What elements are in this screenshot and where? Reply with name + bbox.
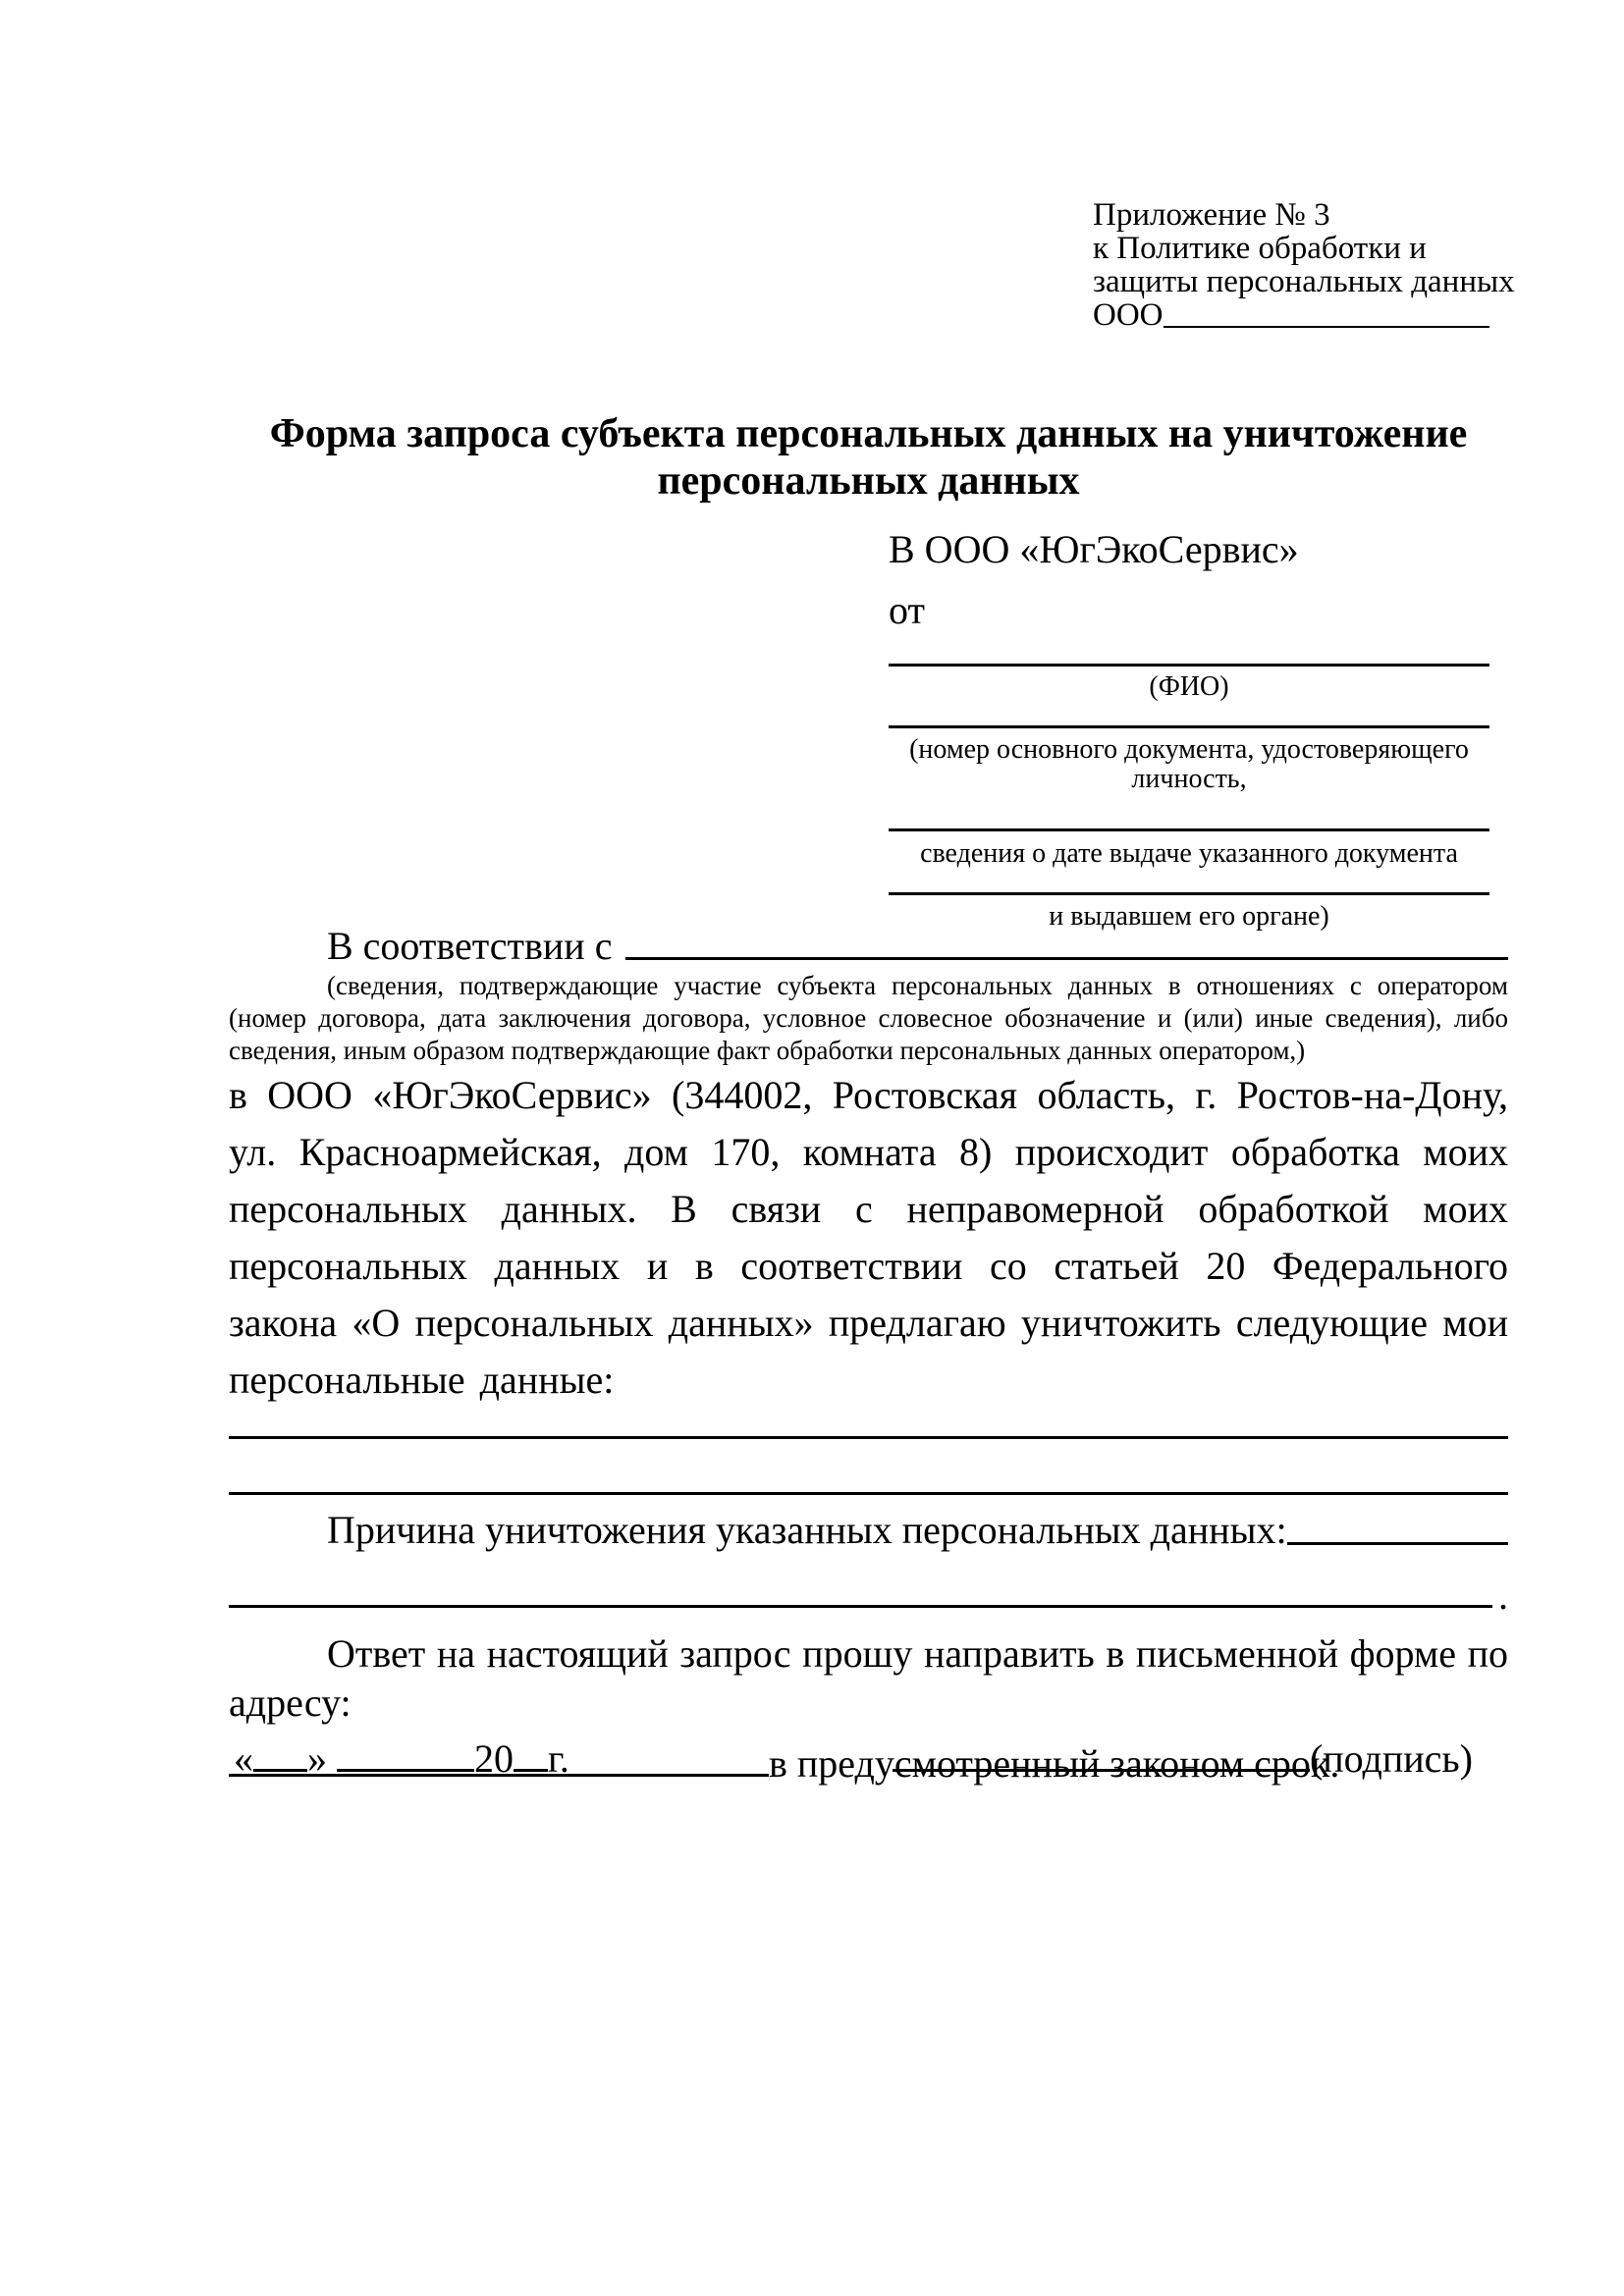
date-year-prefix: 20 <box>474 1736 514 1781</box>
fio-caption: (ФИО) <box>889 667 1489 728</box>
accordance-blank <box>625 925 1508 960</box>
date-close-quote: » <box>307 1736 327 1781</box>
main-column <box>229 925 1508 1789</box>
accordance-footnote: (сведения, подтверждающие участие субъекта персональных данных в отношениях с оператором (номер договора, дата заключения договора, условное словесное обозначение и (или) иные сведения), либо сведения, иным образом подтверждающие факт обработки персональных данных оператором,) <box>229 971 1508 1065</box>
annex-ooo-prefix: ООО <box>1093 297 1164 333</box>
reason-blank-line <box>229 1576 1492 1608</box>
page-title: Форма запроса субъекта персональных данных на уничтожение персональных данных <box>269 411 1468 504</box>
date-day-blank <box>253 1768 307 1772</box>
signature-group <box>893 1735 1473 1783</box>
line-terminator: . <box>1498 1574 1508 1618</box>
footer-row <box>234 1735 1473 1783</box>
addressee-to: В ООО «ЮгЭкоСервис» <box>889 527 1299 571</box>
reason-blank <box>1287 1507 1508 1545</box>
signature-blank <box>893 1768 1310 1772</box>
doc-caption-2: сведения о дате выдаче указанного документа <box>889 831 1489 895</box>
doc-caption-3: и выдавшем его органе) <box>1049 901 1329 932</box>
data-blank-line-1 <box>229 1409 1508 1439</box>
reason-row <box>229 1507 1508 1553</box>
doc-caption-1: (номер основного документа, удостоверяющего личность, <box>889 728 1489 831</box>
addressee-from-label: от <box>889 587 1489 667</box>
main-paragraph: в ООО «ЮгЭкоСервис» (344002, Ростовская область, г. Ростов-на-Дону, ул. Красноармейская, дом 170, комната 8) происходит обработка моих персональных данных. В связи с неправомерной обработкой моих персональных данных и в соответствии со статьей 20 Федерального закона «О персональных данных» предлагаю уничтожить следующие мои персональные данные: <box>229 1073 1508 1402</box>
annex-line-3: защиты персональных данных <box>1093 264 1515 299</box>
accordance-row <box>229 925 1508 968</box>
accordance-label: В соответствии с <box>327 924 613 968</box>
date-open-quote: « <box>234 1736 253 1781</box>
date-group <box>234 1735 569 1783</box>
answer-paragraph: Ответ на настоящий запрос прошу направить в письменной форме по адресу: <box>229 1631 1508 1725</box>
annex-header <box>1093 197 1515 333</box>
addressee-block <box>889 526 1489 932</box>
reason-label: Причина уничтожения указанных персональных данных: <box>327 1508 1287 1552</box>
date-year-suffix: г. <box>548 1736 569 1781</box>
data-blank-line-2 <box>229 1439 1508 1495</box>
date-year-blank <box>514 1768 548 1772</box>
annex-line-1: Приложение № 3 <box>1093 197 1330 233</box>
annex-ooo-blank <box>1164 298 1490 328</box>
annex-line-2: к Политике обработки и <box>1093 231 1427 266</box>
date-month-blank <box>337 1768 474 1772</box>
signature-caption: (подпись) <box>1309 1736 1473 1781</box>
annex-ooo-row <box>1093 298 1489 332</box>
reason-blank-line-row <box>229 1576 1508 1616</box>
answer-suffix: в предусмотренный законом срок. <box>769 1741 1340 1786</box>
